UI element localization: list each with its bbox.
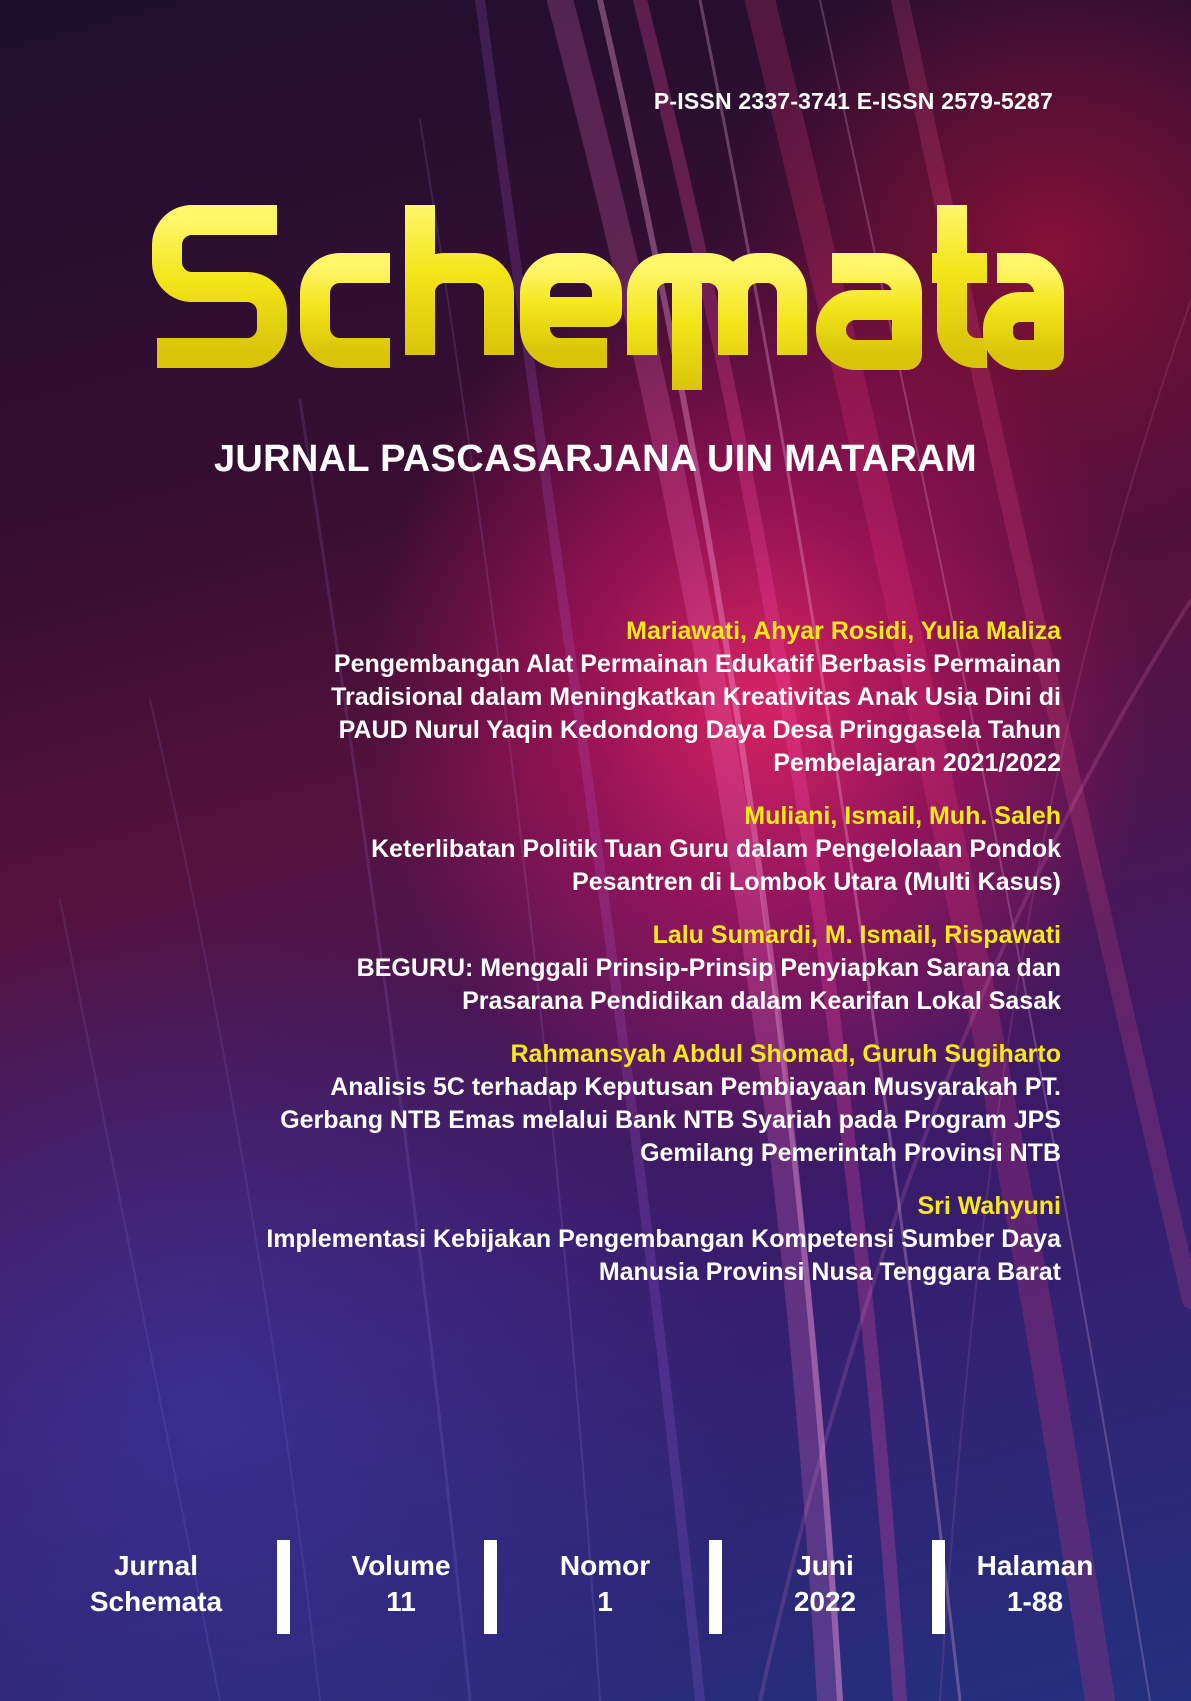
article-title-line: Tradisional dalam Meningkatkan Kreativitas Anak Usia Dini di <box>331 683 1061 711</box>
article-title-line: Analisis 5C terhadap Keputusan Pembiayaan Musyarakah PT. <box>330 1073 1061 1101</box>
article-authors: Sri Wahyuni <box>917 1192 1061 1220</box>
article-title-line: Manusia Provinsi Nusa Tenggara Barat <box>598 1258 1061 1286</box>
article-title-line: Pesantren di Lombok Utara (Multi Kasus) <box>572 868 1061 896</box>
footer-value: Schemata <box>89 1586 223 1617</box>
article-title-line: PAUD Nurul Yaqin Kedondong Daya Desa Pringgasela Tahun <box>338 716 1061 744</box>
article-title-line: BEGURU: Menggali Prinsip-Prinsip Penyiapkan Sarana dan <box>356 954 1061 982</box>
journal-subtitle: JURNAL PASCASARJANA UIN MATARAM <box>214 438 977 480</box>
article-title-line: Implementasi Kebijakan Pengembangan Kompetensi Sumber Daya <box>266 1225 1061 1253</box>
issn-numbers: P-ISSN 2337-3741 E-ISSN 2579-5287 <box>653 88 1053 114</box>
schemata-logo <box>152 200 1064 420</box>
article-title-line: Pembelajaran 2021/2022 <box>773 749 1061 777</box>
footer-value: 2022 <box>793 1586 857 1617</box>
article-entry <box>161 615 1061 780</box>
article-title-line: Prasarana Pendidikan dalam Kearifan Lokal Sasak <box>462 987 1061 1015</box>
article-title-line: Gerbang NTB Emas melalui Bank NTB Syariah pada Program JPS <box>280 1106 1061 1134</box>
article-entry <box>161 1190 1061 1289</box>
article-entry <box>161 1038 1061 1170</box>
footer-date <box>735 1548 915 1620</box>
footer-value: 11 <box>386 1586 416 1617</box>
article-title-line: Pengembangan Alat Permainan Edukatif Berbasis Permainan <box>333 650 1061 678</box>
article-authors: Rahmansyah Abdul Shomad, Guruh Sugiharto <box>510 1040 1061 1068</box>
article-authors: Mariawati, Ahyar Rosidi, Yulia Maliza <box>626 617 1061 645</box>
footer-divider <box>932 1540 945 1634</box>
footer-divider <box>709 1540 722 1634</box>
footer-value: 1 <box>597 1586 613 1617</box>
footer-volume <box>311 1548 491 1620</box>
article-entry <box>161 800 1061 899</box>
article-entry <box>161 919 1061 1018</box>
footer-label: Volume <box>351 1550 451 1581</box>
footer-label: Nomor <box>559 1550 651 1581</box>
footer-label: Jurnal <box>113 1550 199 1581</box>
article-authors: Muliani, Ismail, Muh. Saleh <box>744 802 1061 830</box>
footer-label: Halaman <box>976 1550 1094 1581</box>
footer-label: Juni <box>796 1550 854 1581</box>
article-title-line: Gemilang Pemerintah Provinsi NTB <box>640 1139 1061 1167</box>
footer-number <box>515 1548 695 1620</box>
article-title-line: Keterlibatan Politik Tuan Guru dalam Pengelolaan Pondok <box>371 835 1061 863</box>
article-authors: Lalu Sumardi, M. Ismail, Rispawati <box>652 921 1061 949</box>
footer-value: 1-88 <box>1006 1586 1064 1617</box>
footer-divider <box>484 1540 497 1634</box>
footer-divider <box>277 1540 290 1634</box>
issue-info-bar <box>0 1540 1191 1635</box>
footer-pages <box>945 1548 1125 1620</box>
footer-journal <box>66 1548 246 1620</box>
table-of-contents <box>161 615 1061 1309</box>
